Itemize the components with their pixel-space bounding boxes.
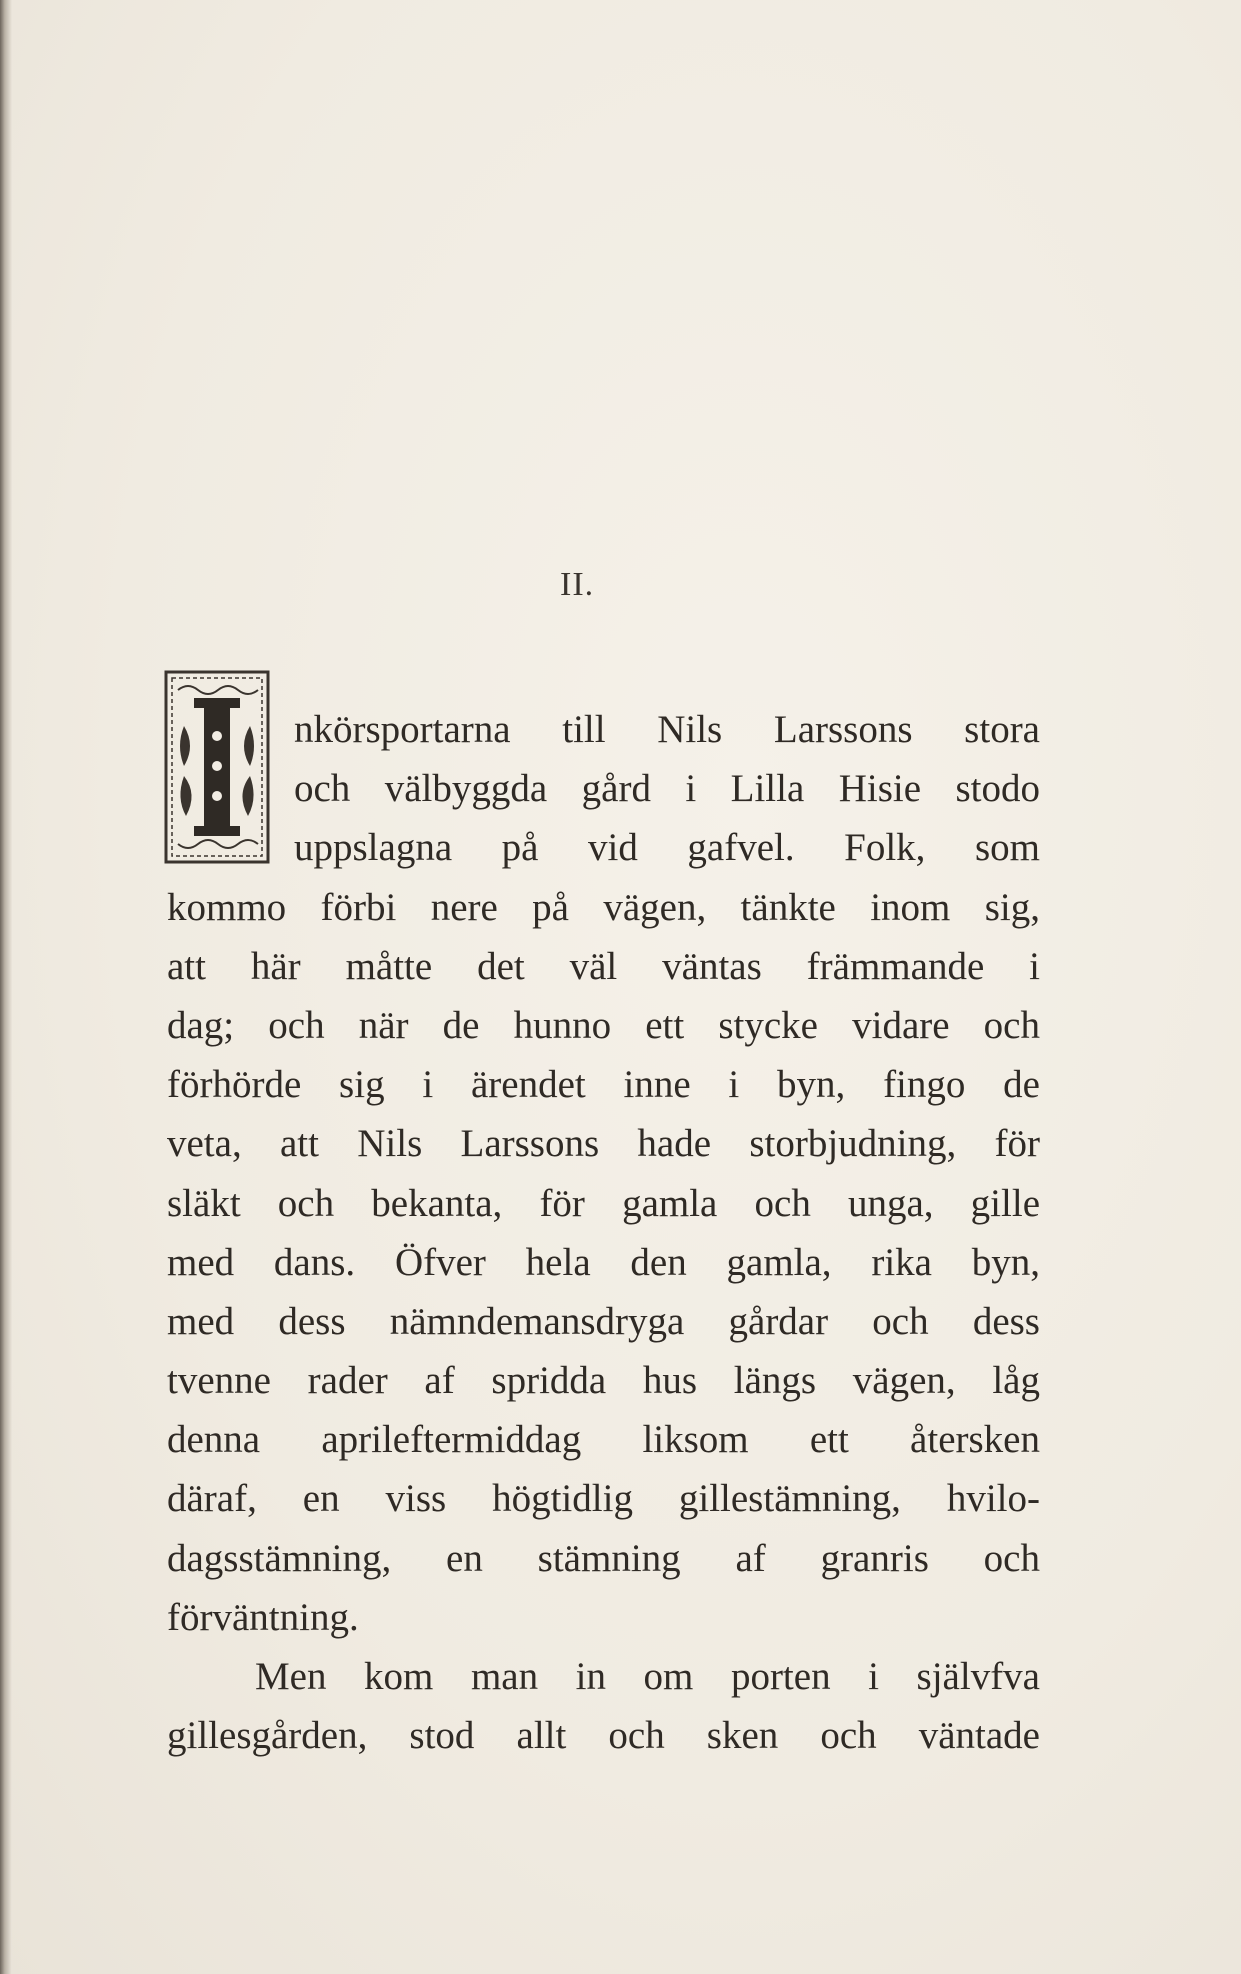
text-line: gillesgården, stod allt och sken och väntade [167,1714,1040,1758]
text-line: släkt och bekanta, för gamla och unga, gille [167,1181,1040,1225]
text-line: nkörsportarna till Nils Larssons stora [294,708,1040,751]
text-line: dag; och när de hunno ett stycke vidare och [167,1003,1040,1047]
text-line: denna aprileftermiddag liksom ett återsken [167,1418,1040,1462]
text-line: Men kom man in om porten i självfva [255,1655,1040,1698]
text-line: veta, att Nils Larssons hade storbjudning, för [167,1122,1040,1166]
text-line: med dans. Öfver hela den gamla, rika byn, [167,1240,1040,1284]
text-line: med dess nämndemansdryga gårdar och dess [167,1299,1040,1343]
text-line: tvenne rader af spridda hus längs vägen, låg [167,1359,1040,1403]
text-line: förväntning. [167,1595,359,1639]
page-binding-edge [0,0,12,1974]
text-line: och välbyggda gård i Lilla Hisie stodo [294,767,1040,811]
text-line: kommo förbi nere på vägen, tänkte inom sig, [167,885,1040,929]
text-line: uppslagna på vid gafvel. Folk, som [294,826,1040,870]
text-line: att här måtte det väl väntas främmande i [167,944,1040,988]
text-line: däraf, en viss högtidlig gillestämning, hvilo- [167,1477,1040,1521]
chapter-heading: II. [560,566,595,603]
text-line: förhörde sig i ärendet inne i byn, fingo de [167,1063,1040,1107]
body-text [167,700,1040,1765]
text-line: dagsstämning, en stämning af granris och [167,1536,1040,1580]
